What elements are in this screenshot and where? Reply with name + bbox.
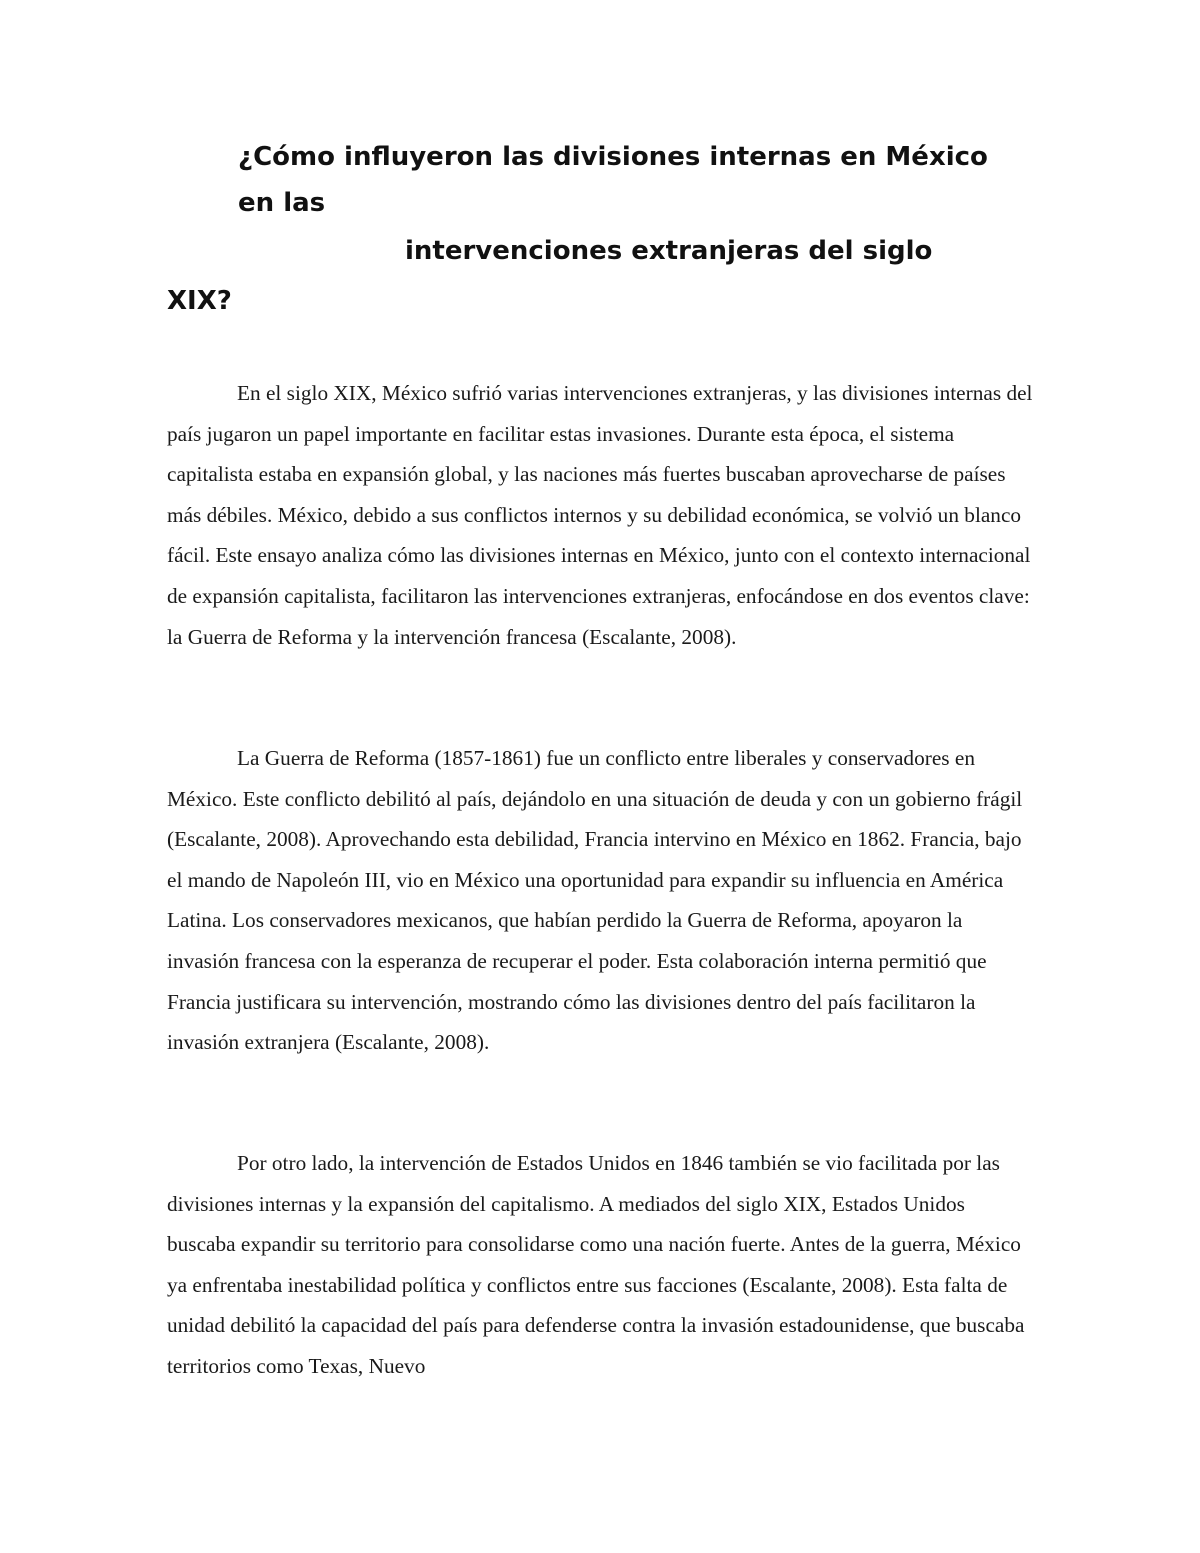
paragraph-block-2	[167, 738, 1037, 1063]
paragraph-intervencion-estados-unidos: Por otro lado, la intervención de Estados Unidos en 1846 también se vio facilitada por las divisiones internas y la expansión del capitalismo. A mediados del siglo XIX, Estados Unidos buscaba expandir su territorio para consolidarse como una nación fuerte. Antes de la guerra, México ya enfrentaba inestabilidad política y conflictos entre sus facciones (Escalante, 2008). Esta falta de unidad debilitó la capacidad del país para defenderse contra la invasión estadounidense, que buscaba territorios como Texas, Nuevo	[167, 1151, 1025, 1378]
essay-title-line-2: en las	[238, 188, 326, 218]
essay-title-line-3: intervenciones extranjeras del siglo	[405, 236, 933, 266]
paragraph-block-3	[167, 1143, 1037, 1387]
essay-title-line-4: XIX?	[167, 286, 232, 316]
essay-title-line-1: ¿Cómo influyeron las divisiones internas en México	[238, 142, 988, 172]
paragraph-introduction: En el siglo XIX, México sufrió varias intervenciones extranjeras, y las divisiones internas del país jugaron un papel importante en facilitar estas invasiones. Durante esta época, el sistema capitalista estaba en expansión global, y las naciones más fuertes buscaban aprovecharse de países más débiles. México, debido a sus conflictos internos y su debilidad económica, se volvió un blanco fácil. Este ensayo analiza cómo las divisiones internas en México, junto con el contexto internacional de expansión capitalista, facilitaron las intervenciones extranjeras, enfocándose en dos eventos clave: la Guerra de Reforma y la intervención francesa (Escalante, 2008).	[167, 381, 1033, 649]
paragraph-guerra-de-reforma: La Guerra de Reforma (1857-1861) fue un conflicto entre liberales y conservadores en México. Este conflicto debilitó al país, dejándolo en una situación de deuda y con un gobierno frágil (Escalante, 2008). Aprovechando esta debilidad, Francia intervino en México en 1862. Francia, bajo el mando de Napoleón III, vio en México una oportunidad para expandir su influencia en América Latina. Los conservadores mexicanos, que habían perdido la Guerra de Reforma, apoyaron la invasión francesa con la esperanza de recuperar el poder. Esta colaboración interna permitió que Francia justificara su intervención, mostrando cómo las divisiones dentro del país facilitaron la invasión extranjera (Escalante, 2008).	[167, 746, 1023, 1055]
paragraph-block-1	[167, 373, 1037, 657]
